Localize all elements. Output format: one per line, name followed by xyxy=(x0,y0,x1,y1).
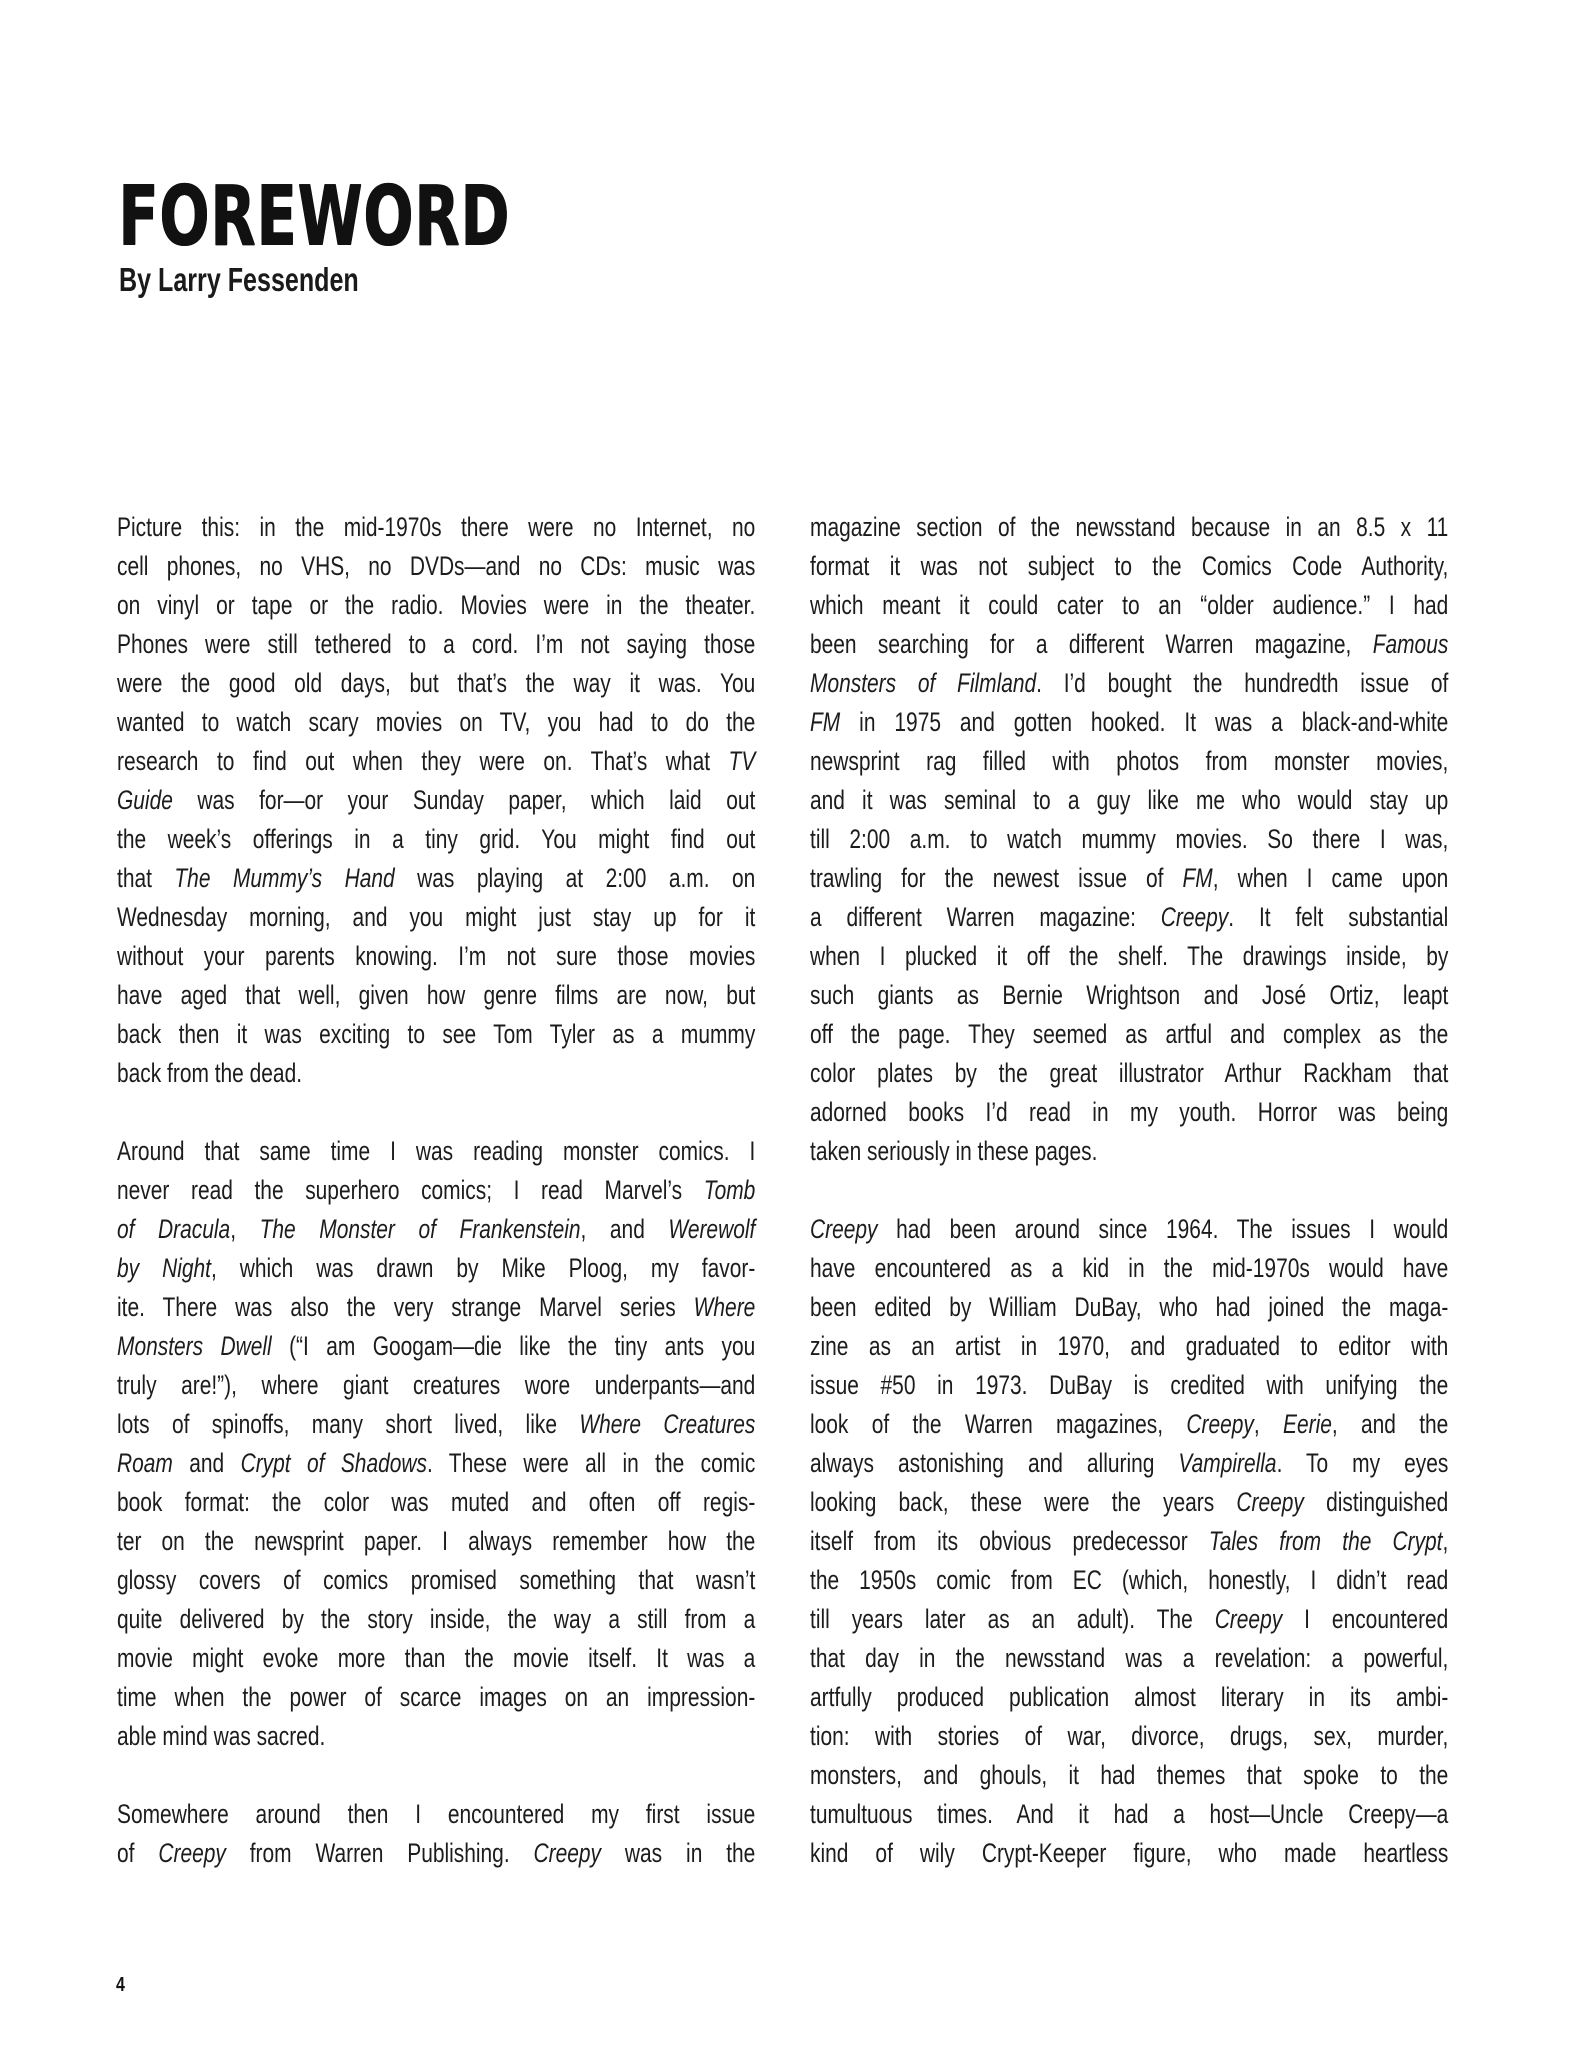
italic-title-text: FM xyxy=(1182,863,1213,893)
paragraph xyxy=(810,508,1448,1171)
text-line xyxy=(117,1522,755,1561)
text-line xyxy=(117,1015,755,1054)
body-text: format it was not subject to the Comics Code Authority, xyxy=(810,551,1449,581)
body-text: color plates by the great illustrator Arthur Rackham that xyxy=(810,1058,1449,1088)
text-line xyxy=(810,508,1448,547)
paragraph xyxy=(117,508,755,1093)
body-text: . It felt substantial xyxy=(1228,902,1449,932)
text-line xyxy=(810,1093,1448,1132)
body-text: the 1950s comic from EC (which, honestly, I didn’t read xyxy=(810,1565,1449,1595)
body-text: had been around since 1964. The issues I would xyxy=(877,1214,1449,1244)
body-text: , which was drawn by Mike Ploog, my favor- xyxy=(210,1253,756,1283)
text-line xyxy=(117,1717,755,1756)
body-text: truly are!”), where giant creatures wore underpants—and xyxy=(117,1370,756,1400)
body-text: never read the superhero comics; I read Marvel’s xyxy=(117,1175,704,1205)
text-line xyxy=(810,625,1448,664)
body-text: Around that same time I was reading monster comics. I xyxy=(117,1136,756,1166)
body-text: issue #50 in 1973. DuBay is credited with unifying the xyxy=(810,1370,1449,1400)
italic-title-text: The Mummy’s Hand xyxy=(174,863,395,893)
text-line xyxy=(117,1249,755,1288)
body-text: . These were all in the comic xyxy=(426,1448,756,1478)
body-text: and xyxy=(172,1448,241,1478)
body-text: research to find out when they were on. That’s what xyxy=(117,746,729,776)
body-text: kind of wily Crypt-Keeper figure, who made heartless xyxy=(810,1838,1449,1868)
text-line xyxy=(810,1678,1448,1717)
text-line xyxy=(117,742,755,781)
text-line xyxy=(117,586,755,625)
body-text: such giants as Bernie Wrightson and José Ortiz, leapt xyxy=(810,980,1449,1010)
body-text: on vinyl or tape or the radio. Movies were in the theater. xyxy=(117,590,756,620)
text-line xyxy=(810,1444,1448,1483)
body-text: I encountered xyxy=(1282,1604,1449,1634)
italic-title-text: Where Creatures xyxy=(579,1409,756,1439)
body-text: have encountered as a kid in the mid-1970s would have xyxy=(810,1253,1449,1283)
italic-title-text: Monsters Dwell xyxy=(117,1331,272,1361)
author-byline: By Larry Fessenden xyxy=(119,261,359,298)
body-text: and it was seminal to a guy like me who would stay up xyxy=(810,785,1449,815)
body-text: artfully produced publication almost literary in its ambi- xyxy=(810,1682,1449,1712)
page-title: FOREWORD xyxy=(118,169,510,264)
italic-title-text: Creepy xyxy=(810,1214,878,1244)
body-text: . To my eyes xyxy=(1276,1448,1449,1478)
body-text: when I plucked it off the shelf. The drawings inside, by xyxy=(810,941,1449,971)
text-line xyxy=(810,781,1448,820)
body-text: tumultuous times. And it had a host—Uncle Creepy—a xyxy=(810,1799,1449,1829)
text-line xyxy=(810,1834,1448,1873)
body-text: adorned books I’d read in my youth. Horror was being xyxy=(810,1097,1449,1127)
text-line xyxy=(810,1288,1448,1327)
text-column-left xyxy=(117,508,925,1912)
text-line xyxy=(810,703,1448,742)
text-column-right xyxy=(810,508,1577,1912)
body-text: that xyxy=(117,863,175,893)
text-line xyxy=(117,1678,755,1717)
italic-title-text: Creepy xyxy=(1160,902,1229,932)
body-text: Picture this: in the mid-1970s there were no Internet, no xyxy=(117,512,756,542)
italic-title-text: Creepy xyxy=(1236,1487,1304,1517)
italic-title-text: TV xyxy=(728,746,756,776)
body-text: , xyxy=(1253,1409,1283,1439)
italic-title-text: Roam xyxy=(117,1448,173,1478)
text-line xyxy=(810,898,1448,937)
text-line xyxy=(117,1054,755,1093)
body-text: distinguished xyxy=(1303,1487,1449,1517)
text-line xyxy=(117,1483,755,1522)
paragraph xyxy=(117,1132,755,1756)
text-line xyxy=(810,859,1448,898)
paragraph xyxy=(810,1210,1448,1873)
body-text: cell phones, no VHS, no DVDs—and no CDs: music was xyxy=(117,551,756,581)
italic-title-text: Creepy xyxy=(533,1838,602,1868)
body-text: look of the Warren magazines, xyxy=(810,1409,1187,1439)
body-text: , xyxy=(230,1214,260,1244)
body-text: lots of spinoffs, many short lived, like xyxy=(117,1409,580,1439)
italic-title-text: Werewolf xyxy=(668,1214,756,1244)
body-text: itself from its obvious predecessor xyxy=(810,1526,1209,1556)
text-line xyxy=(117,1132,755,1171)
body-text: which meant it could cater to an “older audience.” I had xyxy=(810,590,1449,620)
text-line xyxy=(810,1249,1448,1288)
italic-title-text: by Night xyxy=(117,1253,211,1283)
body-text: ter on the newsprint paper. I always remember how the xyxy=(117,1526,756,1556)
text-line xyxy=(810,1210,1448,1249)
italic-title-text: Eerie xyxy=(1282,1409,1332,1439)
text-line xyxy=(810,1015,1448,1054)
body-text: till years later as an adult). The xyxy=(810,1604,1215,1634)
italic-title-text: FM xyxy=(810,707,841,737)
body-text: quite delivered by the story inside, the way a still from a xyxy=(117,1604,756,1634)
body-text: have aged that well, given how genre films are now, but xyxy=(117,980,756,1010)
text-line xyxy=(117,703,755,742)
body-text: that day in the newsstand was a revelation: a powerful, xyxy=(810,1643,1449,1673)
text-column-left-body xyxy=(117,508,755,1873)
italic-title-text: Creepy xyxy=(158,1838,226,1868)
text-line xyxy=(117,547,755,586)
italic-title-text: Tales from the Crypt xyxy=(1208,1526,1443,1556)
text-line xyxy=(117,781,755,820)
body-text: off the page. They seemed as artful and complex as the xyxy=(810,1019,1449,1049)
body-text: wanted to watch scary movies on TV, you had to do the xyxy=(117,707,756,737)
body-text: . I’d bought the hundredth issue of xyxy=(1036,668,1449,698)
text-line xyxy=(810,547,1448,586)
body-text: was playing at 2:00 a.m. on xyxy=(394,863,756,893)
body-text: newsprint rag filled with photos from monster movies, xyxy=(810,746,1449,776)
body-text: trawling for the newest issue of xyxy=(810,863,1183,893)
body-text: till 2:00 a.m. to watch mummy movies. So there I was, xyxy=(810,824,1449,854)
body-text: been searching for a different Warren magazine, xyxy=(810,629,1373,659)
text-line xyxy=(117,976,755,1015)
italic-title-text: Famous xyxy=(1372,629,1449,659)
italic-title-text: Monsters of Filmland xyxy=(810,668,1037,698)
text-line xyxy=(117,1444,755,1483)
text-line xyxy=(117,1834,755,1873)
body-text: from Warren Publishing. xyxy=(225,1838,534,1868)
text-line xyxy=(117,1327,755,1366)
text-line xyxy=(117,1171,755,1210)
body-text: Somewhere around then I encountered my first issue xyxy=(117,1799,756,1829)
body-text: Wednesday morning, and you might just stay up for it xyxy=(117,902,756,932)
body-text: was in the xyxy=(601,1838,756,1868)
text-line xyxy=(810,1483,1448,1522)
text-line xyxy=(810,1405,1448,1444)
body-text: (“I am Googam—die like the tiny ants you xyxy=(271,1331,756,1361)
text-line xyxy=(810,664,1448,703)
text-line xyxy=(117,1405,755,1444)
text-line xyxy=(810,742,1448,781)
text-line xyxy=(810,1795,1448,1834)
text-line xyxy=(117,937,755,976)
text-line xyxy=(810,1756,1448,1795)
body-text: the week’s offerings in a tiny grid. You might find out xyxy=(117,824,756,854)
body-text: tion: with stories of war, divorce, drugs, sex, murder, xyxy=(810,1721,1449,1751)
text-line xyxy=(117,1600,755,1639)
italic-title-text: Guide xyxy=(117,785,173,815)
italic-title-text: Creepy xyxy=(1214,1604,1283,1634)
text-line xyxy=(117,859,755,898)
body-text: , when I came upon xyxy=(1212,863,1449,893)
text-line xyxy=(117,1366,755,1405)
body-text: was for—or your Sunday paper, which laid out xyxy=(172,785,756,815)
body-text: back then it was exciting to see Tom Tyler as a mummy xyxy=(117,1019,756,1049)
body-text: in 1975 and gotten hooked. It was a black-and-white xyxy=(840,707,1449,737)
text-line xyxy=(810,1561,1448,1600)
text-line xyxy=(117,1639,755,1678)
italic-title-text: Where xyxy=(693,1292,756,1322)
text-line xyxy=(117,508,755,547)
text-line xyxy=(810,1600,1448,1639)
body-text: without your parents knowing. I’m not sure those movies xyxy=(117,941,756,971)
text-line xyxy=(117,1561,755,1600)
text-line xyxy=(810,1054,1448,1093)
text-line xyxy=(117,664,755,703)
text-line xyxy=(810,586,1448,625)
body-text: Phones were still tethered to a cord. I’m not saying those xyxy=(117,629,756,659)
body-text: zine as an artist in 1970, and graduated to editor with xyxy=(810,1331,1449,1361)
body-text: been edited by William DuBay, who had joined the maga- xyxy=(810,1292,1449,1322)
text-line xyxy=(810,820,1448,859)
text-line xyxy=(810,1132,1448,1171)
body-text: book format: the color was muted and often off regis- xyxy=(117,1487,756,1517)
page-number: 4 xyxy=(116,1974,125,1996)
body-text: able mind was sacred. xyxy=(117,1721,326,1751)
body-text: back from the dead. xyxy=(117,1058,303,1088)
body-text: , xyxy=(1442,1526,1449,1556)
italic-title-text: of Dracula xyxy=(117,1214,231,1244)
body-text: always astonishing and alluring xyxy=(810,1448,1179,1478)
text-line xyxy=(810,1522,1448,1561)
text-line xyxy=(117,1288,755,1327)
body-text: taken seriously in these pages. xyxy=(810,1136,1098,1166)
italic-title-text: The Monster of Frankenstein xyxy=(259,1214,581,1244)
text-line xyxy=(810,1717,1448,1756)
body-text: were the good old days, but that’s the way it was. You xyxy=(117,668,756,698)
text-line xyxy=(117,898,755,937)
body-text: ite. There was also the very strange Marvel series xyxy=(117,1292,694,1322)
text-line xyxy=(117,820,755,859)
italic-title-text: Tomb xyxy=(703,1175,756,1205)
body-text: a different Warren magazine: xyxy=(810,902,1161,932)
italic-title-text: Creepy xyxy=(1186,1409,1254,1439)
body-text: of xyxy=(117,1838,159,1868)
text-line xyxy=(117,1795,755,1834)
text-line xyxy=(810,937,1448,976)
text-line xyxy=(117,1210,755,1249)
text-line xyxy=(117,625,755,664)
italic-title-text: Crypt of Shadows xyxy=(240,1448,427,1478)
body-text: monsters, and ghouls, it had themes that spoke to the xyxy=(810,1760,1449,1790)
text-line xyxy=(810,1366,1448,1405)
text-column-right-body xyxy=(810,508,1448,1873)
body-text: , and xyxy=(580,1214,669,1244)
paragraph xyxy=(117,1795,755,1873)
body-text: time when the power of scarce images on an impression- xyxy=(117,1682,756,1712)
text-line xyxy=(810,976,1448,1015)
text-line xyxy=(810,1639,1448,1678)
italic-title-text: Vampirella xyxy=(1178,1448,1277,1478)
body-text: glossy covers of comics promised something that wasn’t xyxy=(117,1565,756,1595)
body-text: movie might evoke more than the movie itself. It was a xyxy=(117,1643,756,1673)
body-text: magazine section of the newsstand because in an 8.5 x 11 xyxy=(810,512,1449,542)
body-text: , and the xyxy=(1331,1409,1449,1439)
body-text: looking back, these were the years xyxy=(810,1487,1237,1517)
text-line xyxy=(810,1327,1448,1366)
